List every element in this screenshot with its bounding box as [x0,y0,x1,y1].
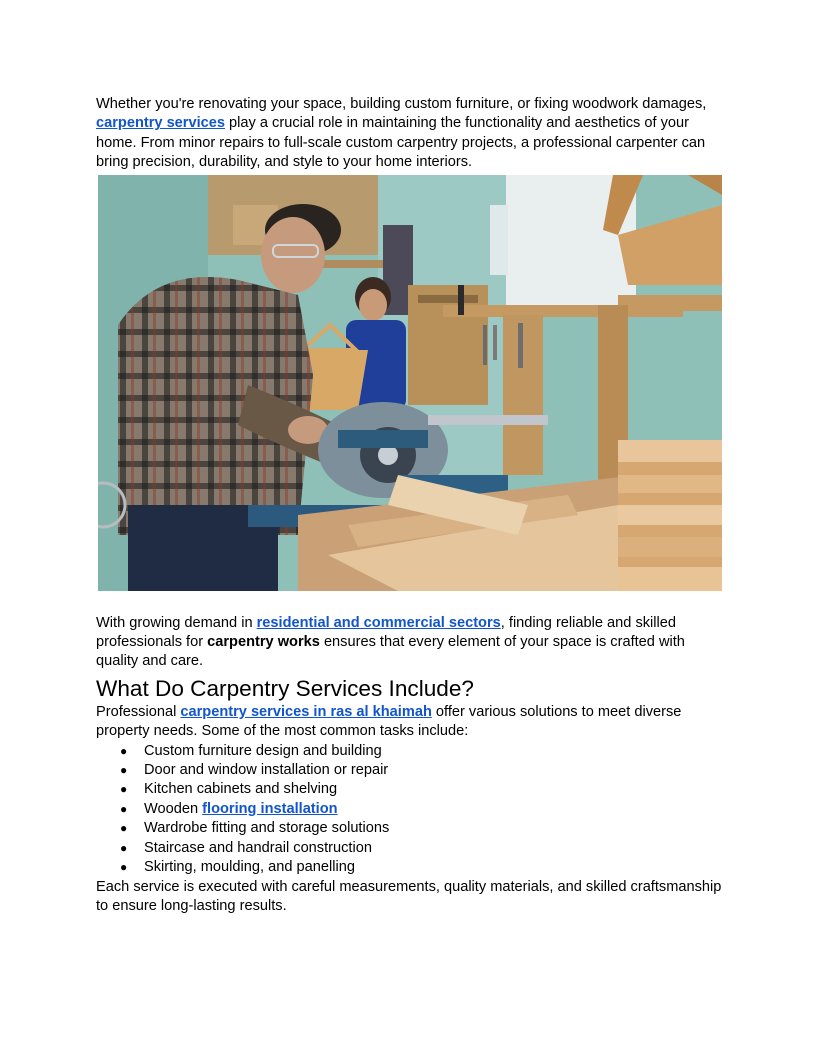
residential-commercial-link[interactable]: residential and commercial sectors [256,614,501,631]
section-intro-paragraph: Professional carpentry services in ras al khaimah offer various solutions to meet diverse property needs. Some of the most common tasks include: [96,703,682,740]
list-item: ● Wooden flooring installation [120,800,338,817]
closing-paragraph: Each service is executed with careful measurements, quality materials, and skilled craftsmanship to ensure long-lasting results. [96,878,722,914]
list-item: ● Kitchen cabinets and shelving [120,781,338,798]
carpentry-services-link[interactable]: carpentry services [96,115,225,132]
services-list [96,742,722,878]
list-item: ● Custom furniture design and building [120,742,382,759]
document-body [96,95,722,916]
demand-paragraph: With growing demand in residential and commercial sectors, finding reliable and skilled professionals for carpentry works ensures that every element of your space is crafted with quality and care. [96,614,685,670]
section-heading: What Do Carpentry Services Include? [96,675,474,701]
list-item: ● Door and window installation or repair [120,762,389,779]
carpentry-works-bold: carpentry works [207,634,320,651]
list-item: ● Staircase and handrail construction [120,839,372,856]
carpenter-workshop-photo [98,175,722,591]
list-item: ● Skirting, moulding, and panelling [120,859,355,876]
intro-paragraph: Whether you're renovating your space, building custom furniture, or fixing woodwork damages, carpentry services play a crucial role in maintaining the functionality and aesthetics of your home. From minor repairs to full-scale custom carpentry projects, a professional carpenter can bring precision, durability, and style to your home interiors. [96,96,707,171]
list-item: ● Wardrobe fitting and storage solutions [120,820,390,837]
carpentry-services-ras-al-khaimah-link[interactable]: carpentry services in ras al khaimah [180,703,432,720]
flooring-installation-link[interactable]: flooring installation [202,800,338,817]
